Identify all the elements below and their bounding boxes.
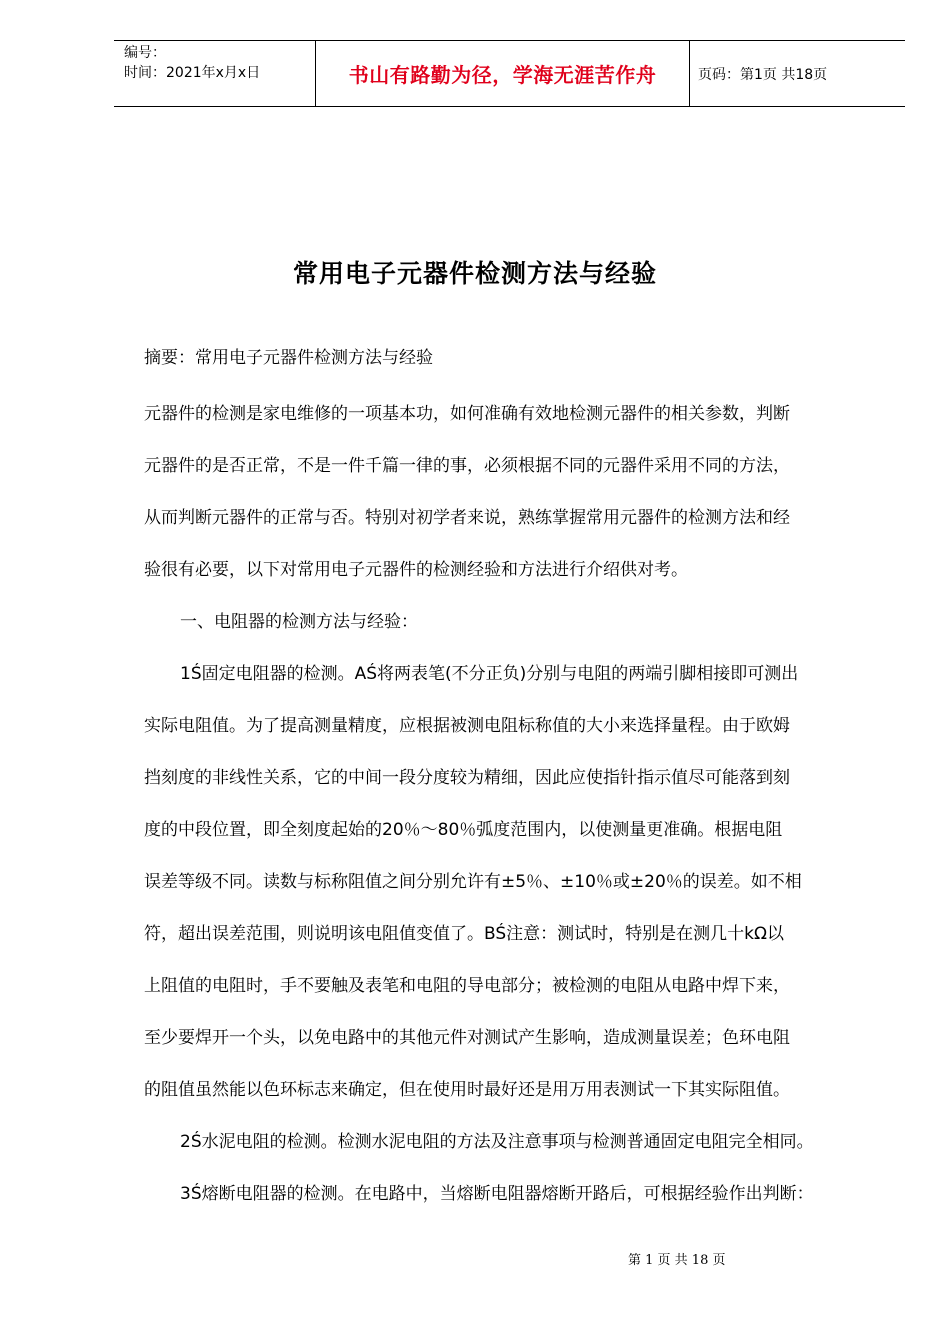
paragraph-line: 至少要焊开一个头，以免电路中的其他元件对测试产生影响，造成测量误差；色环电阻 bbox=[144, 1028, 790, 1048]
header-page-cell bbox=[690, 41, 905, 106]
paragraph-line: 误差等级不同。读数与标称阻值之间分别允许有±5％、±10％或±20％的误差。如不相 bbox=[144, 872, 802, 892]
paragraph-line: 上阻值的电阻时，手不要触及表笔和电阻的导电部分；被检测的电阻从电路中焊下来， bbox=[144, 976, 790, 996]
paragraph-line: 挡刻度的非线性关系，它的中间一段分度较为精细，因此应使指针指示值尽可能落到刻 bbox=[144, 768, 790, 788]
page-info: 页码：第1页 共18页 bbox=[698, 66, 828, 83]
paragraph-line: 符，超出误差范围，则说明该电阻值变值了。BŚ注意：测试时，特别是在测几十kΩ以 bbox=[144, 924, 784, 944]
paragraph-line: 实际电阻值。为了提高测量精度，应根据被测电阻标称值的大小来选择量程。由于欧姆 bbox=[144, 716, 790, 736]
paragraph-line: 元器件的是否正常，不是一件千篇一律的事，必须根据不同的元器件采用不同的方法， bbox=[144, 456, 790, 476]
paragraph-line: 元器件的检测是家电维修的一项基本功，如何准确有效地检测元器件的相关参数，判断 bbox=[144, 404, 790, 424]
paragraph-line: 验很有必要，以下对常用电子元器件的检测经验和方法进行介绍供对考。 bbox=[144, 560, 688, 580]
paragraph-line: 2Ś水泥电阻的检测。检测水泥电阻的方法及注意事项与检测普通固定电阻完全相同。 bbox=[180, 1132, 814, 1152]
paragraph-line: 1Ś固定电阻器的检测。AŚ将两表笔(不分正负)分别与电阻的两端引脚相接即可测出 bbox=[180, 664, 799, 684]
header-motto-cell bbox=[316, 41, 690, 106]
section-heading: 一、电阻器的检测方法与经验： bbox=[180, 612, 418, 632]
number-label: 编号： bbox=[124, 45, 166, 61]
document-title: 常用电子元器件检测方法与经验 bbox=[292, 259, 657, 288]
time-label: 时间：2021年x月x日 bbox=[124, 65, 261, 81]
motto-text: 书山有路勤为径，学海无涯苦作舟 bbox=[348, 63, 657, 87]
header-table bbox=[114, 40, 905, 107]
page-footer: 第 1 页 共 18 页 bbox=[628, 1253, 726, 1268]
paragraph-line: 从而判断元器件的正常与否。特别对初学者来说，熟练掌握常用元器件的检测方法和经 bbox=[144, 508, 790, 528]
paragraph-line: 的阻值虽然能以色环标志来确定，但在使用时最好还是用万用表测试一下其实际阻值。 bbox=[144, 1080, 790, 1100]
abstract-line: 摘要：常用电子元器件检测方法与经验 bbox=[144, 348, 433, 368]
paragraph-line: 度的中段位置，即全刻度起始的20％～80％弧度范围内，以使测量更准确。根据电阻 bbox=[144, 820, 783, 840]
header-meta-cell bbox=[114, 41, 316, 106]
paragraph-line: 3Ś熔断电阻器的检测。在电路中，当熔断电阻器熔断开路后，可根据经验作出判断： bbox=[180, 1184, 814, 1204]
